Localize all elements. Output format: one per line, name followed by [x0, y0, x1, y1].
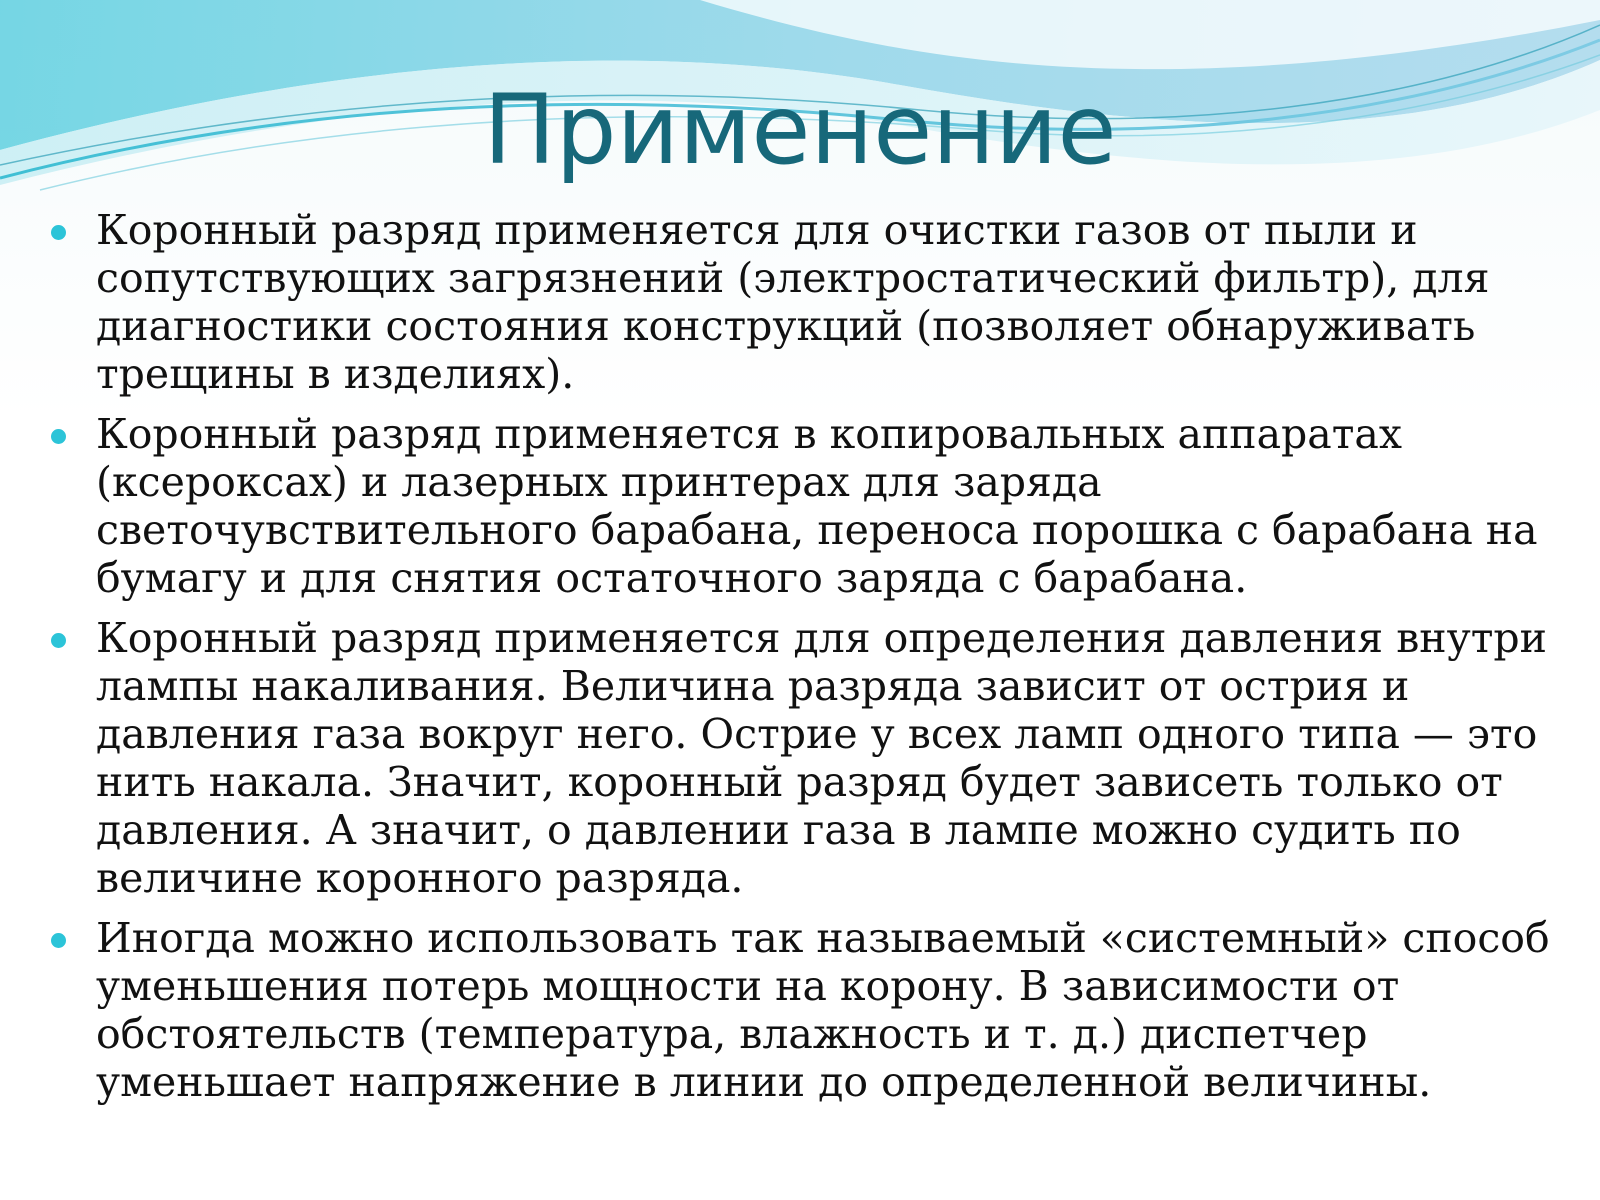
slide-title: Применение	[483, 74, 1117, 186]
bullet-dot-icon	[51, 633, 66, 648]
bullet-item	[48, 914, 1558, 1106]
bullet-item	[48, 614, 1558, 902]
bullet-text: Коронный разряд применяется в копировальных аппаратах (ксероксах) и лазерных принтерах для заряда светочувствительного барабана, переноса порошка с барабана на бумагу и для снятия остаточного заряда с барабана.	[96, 410, 1538, 602]
bullet-dot-icon	[51, 225, 66, 240]
bullet-item	[48, 206, 1558, 398]
bullet-item	[48, 410, 1558, 602]
bullet-dot-icon	[51, 933, 66, 948]
bullet-text: Иногда можно использовать так называемый «системный» способ уменьшения потерь мощности на корону. В зависимости от обстоятельств (температура, влажность и т. д.) диспетчер уменьшает напряжение в линии до определенной величины.	[96, 914, 1550, 1106]
bullet-dot-icon	[51, 429, 66, 444]
bullet-text: Коронный разряд применяется для очистки газов от пыли и сопутствующих загрязнений (электростатический фильтр), для диагностики состояния конструкций (позволяет обнаруживать трещины в изделиях).	[96, 206, 1490, 398]
bullet-list	[48, 206, 1558, 1118]
bullet-text: Коронный разряд применяется для определения давления внутри лампы накаливания. Величина разряда зависит от острия и давления газа вокруг него. Острие у всех ламп одного типа — это нить накала. Значит, коронный разряд будет зависеть только от давления. А значит, о давлении газа в лампе можно судить по величине коронного разряда.	[96, 614, 1547, 902]
